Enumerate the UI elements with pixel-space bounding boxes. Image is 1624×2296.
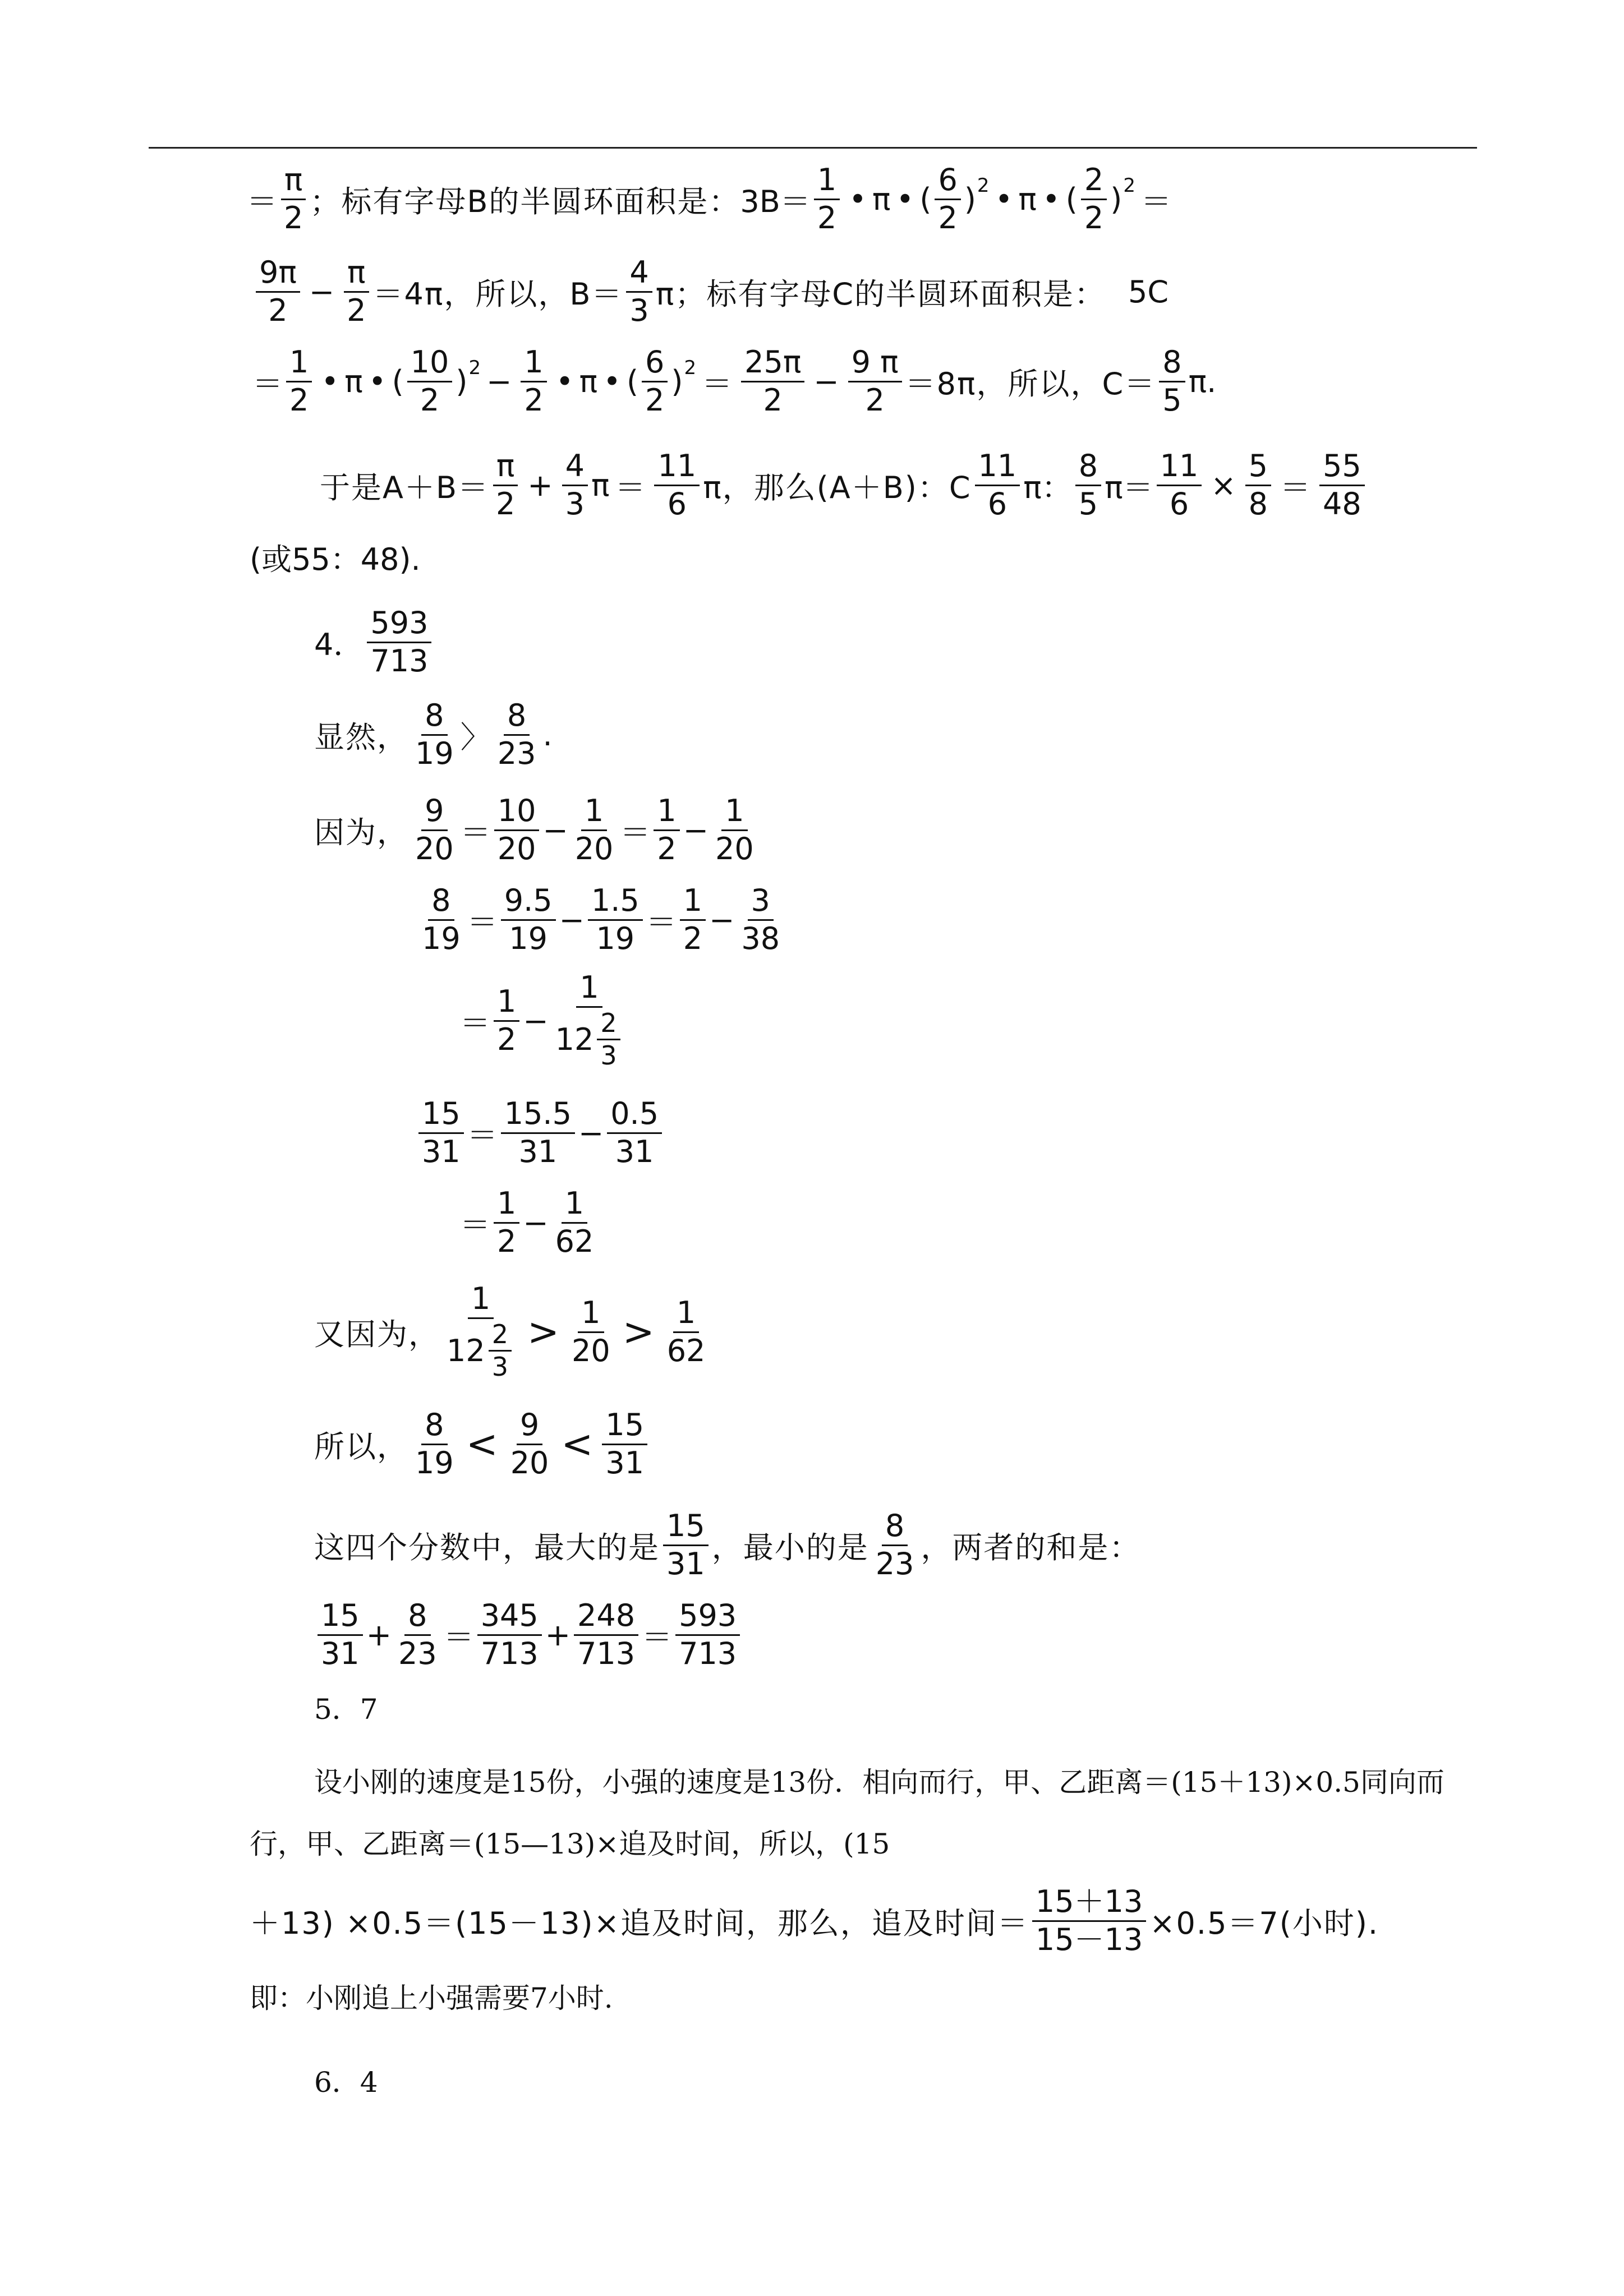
sum-line: $\frac{15}{31}$ + $\frac{8}{23}$ ＝ $\frac{345}{713}$ + $\frac{248}{713}$ ＝ $\frac{593}{713}$ xyxy=(314,1598,743,1671)
equals-sign: ＝ xyxy=(247,183,277,219)
lhs-3b: 3B＝ xyxy=(740,183,811,219)
fraction-6-2: $\frac{6}{2}$ xyxy=(935,163,960,235)
because-row-3: ＝ $\frac{1}{2}$ − 1 12 $\frac{2}{3}$ xyxy=(460,973,631,1068)
paragraph-5d: 即：小刚追上小强需要7小时. xyxy=(250,1982,613,2014)
equation-line-4: 于是A＋B＝ $\frac{\pi}{2}$ + $\frac{4}{3}$ π ＝ $\frac{11}{6}$ π，那么(A＋B)：C $\frac{11}{6}$ π： $\frac{8}{5}$ π＝ $\frac{11}{6}$ × $\frac{5}{8}$ ＝ $\frac{55}{48}$ xyxy=(320,449,1368,522)
header-rule xyxy=(149,147,1477,149)
four-fractions-line: 这四个分数中，最大的是 $\frac{15}{31}$ ，最小的是 $\frac{8}{23}$ ，两者的和是： xyxy=(314,1508,1141,1582)
paragraph-5b: 行，甲、乙距离＝(15—13)×追及时间，所以，(15 xyxy=(250,1828,890,1860)
fraction-1-2: $\frac{1}{2}$ xyxy=(814,163,840,235)
equation-line-1: ＝ $\frac{\pi}{2}$ ；标有字母B的半圆环面积是： 3B＝ $\frac{1}{2}$ • π • ( $\frac{6}{2}$ ) 2 • π • ( $\frac{2}{2}$ ) 2 ＝ xyxy=(247,162,1171,236)
answer-6: 6．4 xyxy=(314,2066,378,2099)
fraction-pi-2: $\frac{\pi}{2}$ xyxy=(343,256,369,328)
fraction-55-48: $\frac{55}{48}$ xyxy=(1319,449,1365,521)
fraction-4-3: $\frac{4}{3}$ xyxy=(626,256,652,328)
therefore-line: 所以， $\frac{8}{19}$ < $\frac{9}{20}$ < $\frac{15}{31}$ xyxy=(314,1408,651,1481)
fraction-593-713: $\frac{593}{713}$ xyxy=(367,606,431,678)
paragraph-5a: 设小刚的速度是15份，小强的速度是13份．相向而行，甲、乙距离＝(15＋13)×0.5同向而 xyxy=(314,1766,1444,1799)
fraction-8-5: $\frac{8}{5}$ xyxy=(1159,345,1185,417)
text-semicircle-b: ；标有字母B的半圆环面积是： xyxy=(310,183,740,219)
fraction-10-2: $\frac{10}{2}$ xyxy=(407,345,453,417)
equation-line-2: $\frac{9\pi}{2}$ − $\frac{\pi}{2}$ ＝4π，所以，B＝ $\frac{4}{3}$ π；标有字母C的半圆环面积是： 5C xyxy=(252,255,1168,328)
also-because-line: 又因为， 1 12 $\frac{2}{3}$ > $\frac{1}{20}$ > $\frac{1}{62}$ xyxy=(314,1281,706,1382)
because-row-2: $\frac{8}{19}$ ＝ $\frac{9.5}{19}$ − $\frac{1.5}{19}$ ＝ $\frac{1}{2}$ − $\frac{3}{38}$ xyxy=(422,883,780,956)
because-row-4: $\frac{15}{31}$ ＝ $\frac{15.5}{31}$ − $\frac{0.5}{31}$ xyxy=(415,1096,665,1169)
paragraph-5c: ＋13) ×0.5＝(15－13)×追及时间，那么，追及时间＝ $\frac{15+13}{15-13}$ ×0.5＝7(小时). xyxy=(250,1884,1379,1957)
equation-line-3: ＝ $\frac{1}{2}$ • π • ( $\frac{10}{2}$ ) 2 − $\frac{1}{2}$ • π • ( $\frac{6}{2}$ ) 2 ＝ $\frac{25\pi}{2}$ − $\frac{9 \pi}{2}$ ＝8π，所以，C＝ $\frac{8}{5}$ π. xyxy=(252,344,1217,418)
fraction-25pi-2: $\frac{25\pi}{2}$ xyxy=(741,345,804,417)
because-row-5: ＝ $\frac{1}{2}$ − $\frac{1}{62}$ xyxy=(460,1186,594,1259)
because-row-1: 因为， $\frac{9}{20}$ ＝ $\frac{10}{20}$ − $\frac{1}{20}$ ＝ $\frac{1}{2}$ − $\frac{1}{20}$ xyxy=(314,793,754,866)
fraction-pi-over-2: $\frac{\pi}{2}$ xyxy=(280,163,306,235)
answer-4: 4． $\frac{593}{713}$ xyxy=(314,606,435,679)
fraction-chase-time: $\frac{15+13}{15-13}$ xyxy=(1032,1885,1146,1957)
answer-5: 5．7 xyxy=(314,1693,378,1726)
fraction-9pi-2: $\frac{9 \pi}{2}$ xyxy=(848,345,902,417)
ratio-note: (或55：48). xyxy=(250,542,421,577)
fraction-9pi-2: $\frac{9\pi}{2}$ xyxy=(256,256,300,328)
obviously-line: 显然， $\frac{8}{19}$ 〉 $\frac{8}{23}$ . xyxy=(314,698,553,771)
fraction-2-2: $\frac{2}{2}$ xyxy=(1081,163,1107,235)
